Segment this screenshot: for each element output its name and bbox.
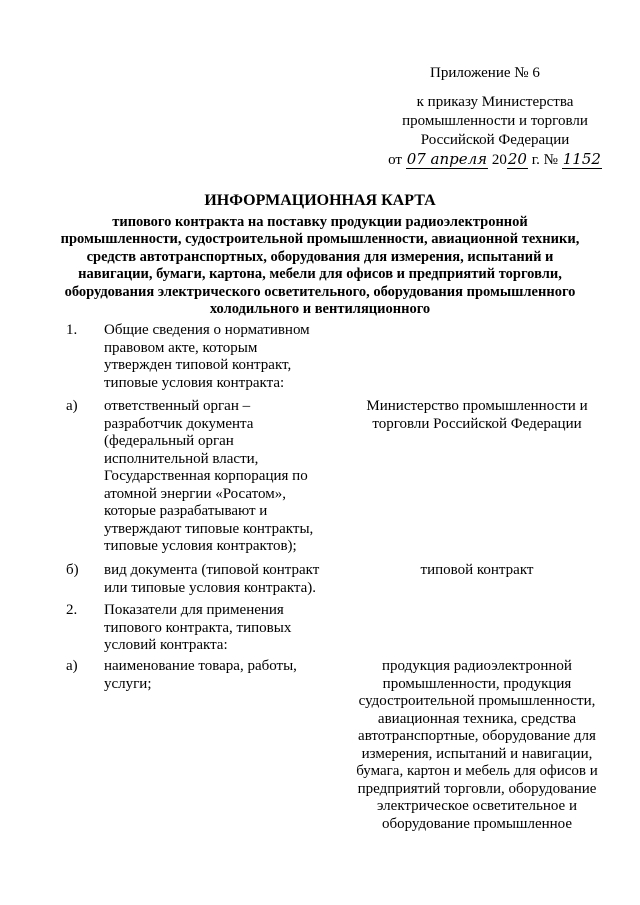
label-line: разработчик документа: [104, 415, 254, 432]
value-line: судостроительной промышленности,: [358, 693, 596, 709]
row-number: б): [66, 562, 79, 578]
date-year-suffix: 20: [507, 150, 527, 168]
value-line: электрическое осветительное и: [377, 798, 577, 814]
value-line: бумага, картон и мебель для офисов и: [356, 763, 598, 779]
label-line: утверждают типовые контракты,: [104, 520, 314, 537]
label-line: типовые условия контракта:: [104, 374, 285, 391]
annex-line: к приказу Министерства: [416, 94, 574, 110]
row-value: [348, 398, 606, 433]
row-number: 1.: [66, 322, 78, 338]
label-line: типовые условия контрактов);: [104, 538, 297, 554]
annex-block: [380, 64, 610, 170]
value-line: измерения, испытаний и навигации,: [361, 745, 593, 762]
value-line: автотранспортные, оборудование для: [358, 728, 596, 744]
heading-title: ИНФОРМАЦИОННАЯ КАРТА: [204, 192, 436, 209]
label-line: атомной энергии «Росатом»,: [104, 485, 286, 502]
label-line: Общие сведения о нормативном: [104, 322, 310, 338]
heading-line: холодильного и вентиляционного: [209, 301, 431, 317]
annex-date-line: [380, 150, 610, 170]
value-line: Министерство промышленности и: [366, 398, 588, 414]
row-label: [104, 602, 334, 655]
date-g-label: г. №: [531, 152, 558, 168]
row-value: [348, 562, 606, 580]
label-line: утвержден типовой контракт,: [104, 357, 292, 373]
heading-line: средств автотранспортных, оборудования для измерения, испытаний и: [86, 248, 554, 265]
row-label: [104, 562, 334, 597]
value-line: предприятий торговли, оборудование: [357, 780, 597, 797]
value-line: типовой контракт: [420, 562, 534, 578]
heading-line: навигации, бумаги, картона, мебели для офисов и предприятий торговли,: [78, 266, 562, 282]
row-label: [104, 398, 334, 556]
label-line: правовом акте, которым: [104, 339, 258, 356]
row-value: [348, 658, 606, 833]
row-number: 2.: [66, 602, 78, 618]
document-heading: [40, 192, 600, 319]
order-number: 1152: [562, 150, 601, 168]
label-line: условий контракта:: [104, 637, 228, 653]
label-line: или типовые условия контракта).: [104, 579, 317, 596]
row-label: [104, 322, 334, 392]
heading-line: оборудования электрического осветительного, оборудования промышленного: [64, 283, 576, 300]
label-line: ответственный орган –: [104, 398, 251, 414]
value-line: авиационная техника, средства: [377, 710, 577, 727]
value-line: промышленности, продукция: [382, 675, 572, 692]
row-number: а): [66, 658, 78, 674]
value-line: торговли Российской Федерации: [372, 415, 582, 432]
label-line: вид документа (типовой контракт: [104, 562, 320, 578]
heading-line: промышленности, судостроительной промышленности, авиационной техники,: [60, 231, 580, 247]
label-line: Показатели для применения: [104, 602, 284, 618]
label-line: типового контракта, типовых: [104, 619, 292, 636]
date-prefix: от: [388, 152, 402, 168]
heading-line: типового контракта на поставку продукции радиоэлектронной: [112, 213, 528, 230]
annex-title: Приложение № 6: [430, 65, 540, 81]
label-line: исполнительной власти,: [104, 450, 259, 467]
row-label: [104, 658, 334, 693]
date-year-prefix: 20: [491, 152, 507, 168]
label-line: наименование товара, работы,: [104, 658, 297, 674]
annex-line: промышленности и торговли: [402, 113, 588, 129]
date-day-month: 07 апреля: [406, 150, 488, 168]
value-line: оборудование промышленное: [381, 815, 573, 832]
annex-line: Российской Федерации: [420, 132, 570, 148]
label-line: (федеральный орган: [104, 433, 234, 449]
value-line: продукция радиоэлектронной: [382, 658, 572, 674]
label-line: которые разрабатывают и: [104, 503, 268, 519]
row-number: а): [66, 398, 78, 414]
label-line: услуги;: [104, 675, 152, 692]
label-line: Государственная корпорация по: [104, 468, 308, 484]
